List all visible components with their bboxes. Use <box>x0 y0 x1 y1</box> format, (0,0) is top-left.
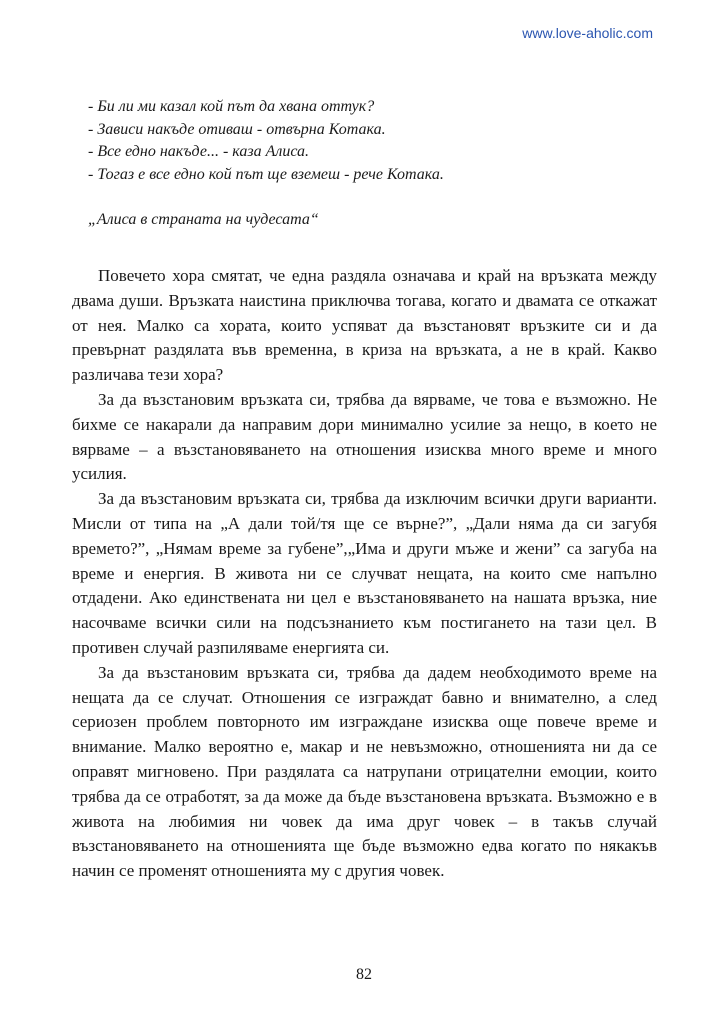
header-url[interactable]: www.love-aholic.com <box>522 25 653 41</box>
epigraph-line: - Би ли ми казал кой път да хвана оттук? <box>88 98 375 115</box>
paragraph: За да възстановим връзката си, трябва да вярваме, че това е възможно. Не бихме се накарали да направим дори минимално усилие за нещо, в което не вярваме – а възстановяването на отношения изисква много време и много усилия. <box>72 389 657 484</box>
epigraph <box>88 96 648 232</box>
paragraph: За да възстановим връзката си, трябва да изключим всички други варианти. Мисли от типа на „А дали той/тя ще се върне?”, „Дали няма да си загубя времето?”, „Нямам време за губене”,„Има и други мъже и жени” са загуба на време и енергия. В живота ни се случват нещата, на които сме напълно отдадени. Ако единствената ни цел е възстановяването на нашата връзка, ние насочваме всички сили на подсъзнанието към постигането на тази цел. В противен случай разпиляваме енергията си. <box>72 489 657 657</box>
epigraph-line: - Зависи накъде отиваш - отвърна Котака. <box>88 120 386 138</box>
epigraph-source: „Алиса в страната на чудесата“ <box>88 211 319 228</box>
page-number: 82 <box>356 966 372 983</box>
paragraph: Повечето хора смятат, че една раздяла означава и край на връзката между двама души. Връзката наистина приключва тогава, когато и двамата се откажат от нея. Малко са хората, които успяват да възстановят връзките си и да превърнат раздялата във временна, в криза на връзката, а не в край. Какво различава тези хора? <box>72 266 657 385</box>
epigraph-line: - Тогаз е все едно кой път ще вземеш - рече Котака. <box>88 165 444 183</box>
body-text <box>72 264 657 884</box>
paragraph: За да възстановим връзката си, трябва да дадем необходимото време на нещата да се случат. Отношения се изграждат бавно и внимателно, а след сериозен проблем повторното им изграждане изисква още повече време и внимание. Малко вероятно е, макар и не невъзможно, отношенията ни да се оправят мигновено. При раздялата са натрупани отрицателни емоции, които трябва да се отработят, за да може да бъде възстановена връзката. Възможно е в живота на любимия ни човек да има друг човек – в такъв случай възстановяването на отношенията ще бъде възможно едва когато по някакъв начин се променят отношенията му с другия човек. <box>72 662 657 881</box>
epigraph-line: - Все едно накъде... - каза Алиса. <box>88 143 310 160</box>
